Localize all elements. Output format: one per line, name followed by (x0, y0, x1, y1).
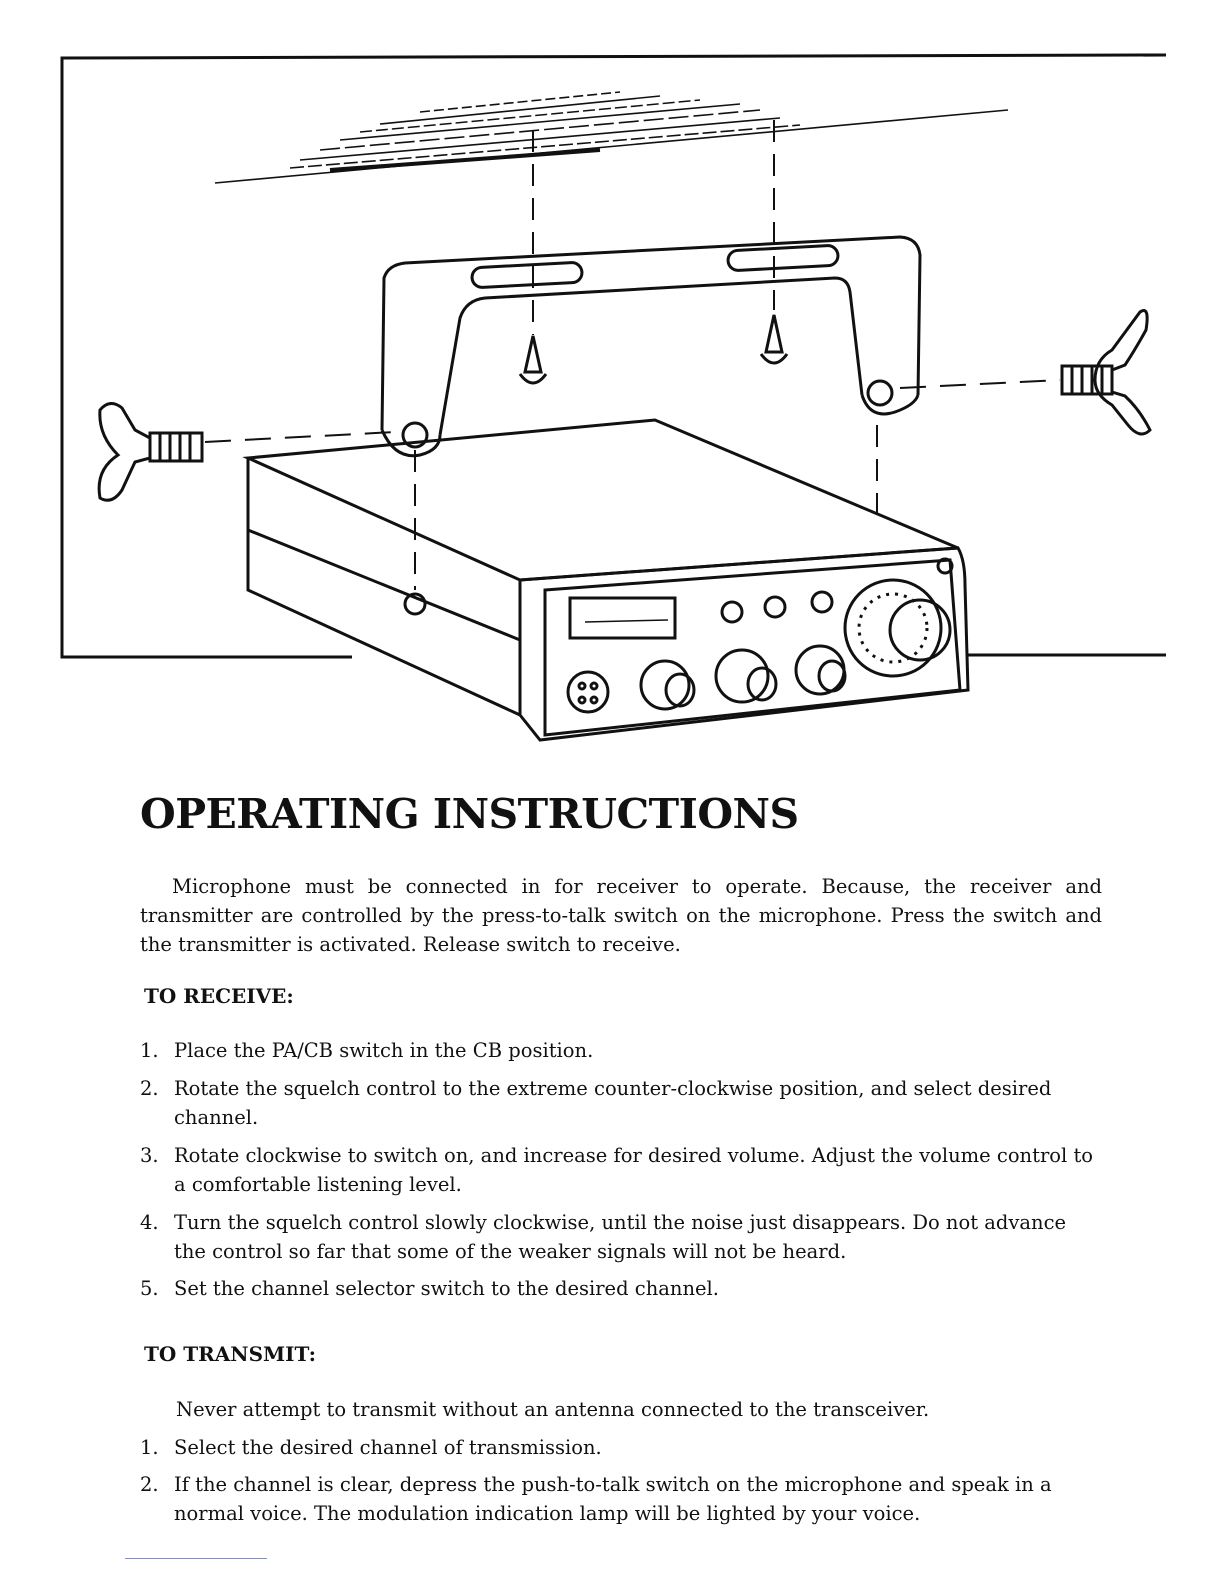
transmit-warning: Never attempt to transmit without an antenna connected to the transceiver. (176, 1398, 930, 1421)
footer-rule (125, 1558, 267, 1559)
list-item (140, 1141, 1102, 1199)
page-title: OPERATING INSTRUCTIONS (140, 790, 799, 838)
list-number: 1. (140, 1039, 159, 1062)
list-item (140, 1036, 1102, 1065)
list-text: If the channel is clear, depress the push-to-talk switch on the microphone and speak in a normal voice. The modulation indication lamp will be lighted by your voice. (174, 1473, 1052, 1525)
list-number: 1. (140, 1436, 159, 1459)
receive-heading: TO RECEIVE: (144, 984, 294, 1008)
list-text: Rotate the squelch control to the extreme counter-clockwise position, and select desired channel. (174, 1077, 1052, 1129)
list-item (140, 1470, 1102, 1528)
list-text: Select the desired channel of transmission. (174, 1436, 602, 1459)
list-number: 5. (140, 1277, 159, 1300)
list-number: 2. (140, 1077, 159, 1100)
list-text: Place the PA/CB switch in the CB position. (174, 1039, 594, 1062)
list-text: Turn the squelch control slowly clockwise, until the noise just disappears. Do not advance the control so far that some of the weaker signals will not be heard. (174, 1211, 1067, 1263)
list-number: 2. (140, 1473, 159, 1496)
list-text: Set the channel selector switch to the desired channel. (174, 1277, 719, 1300)
transmit-heading: TO TRANSMIT: (144, 1342, 317, 1366)
list-item (140, 1074, 1102, 1132)
intro-paragraph: Microphone must be connected in for receiver to operate. Because, the receiver and transmitter are controlled by the press-to-talk switch on the microphone. Press the switch and the transmitter is activated. Release switch to receive. (140, 875, 1102, 956)
mounting-bracket-installation-icon (0, 0, 1224, 760)
list-item (140, 1274, 1102, 1303)
list-item (140, 1433, 1102, 1462)
list-item (140, 1208, 1102, 1266)
list-number: 3. (140, 1144, 159, 1167)
list-number: 4. (140, 1211, 159, 1234)
list-text: Rotate clockwise to switch on, and increase for desired volume. Adjust the volume control to a comfortable listening level. (174, 1144, 1094, 1196)
